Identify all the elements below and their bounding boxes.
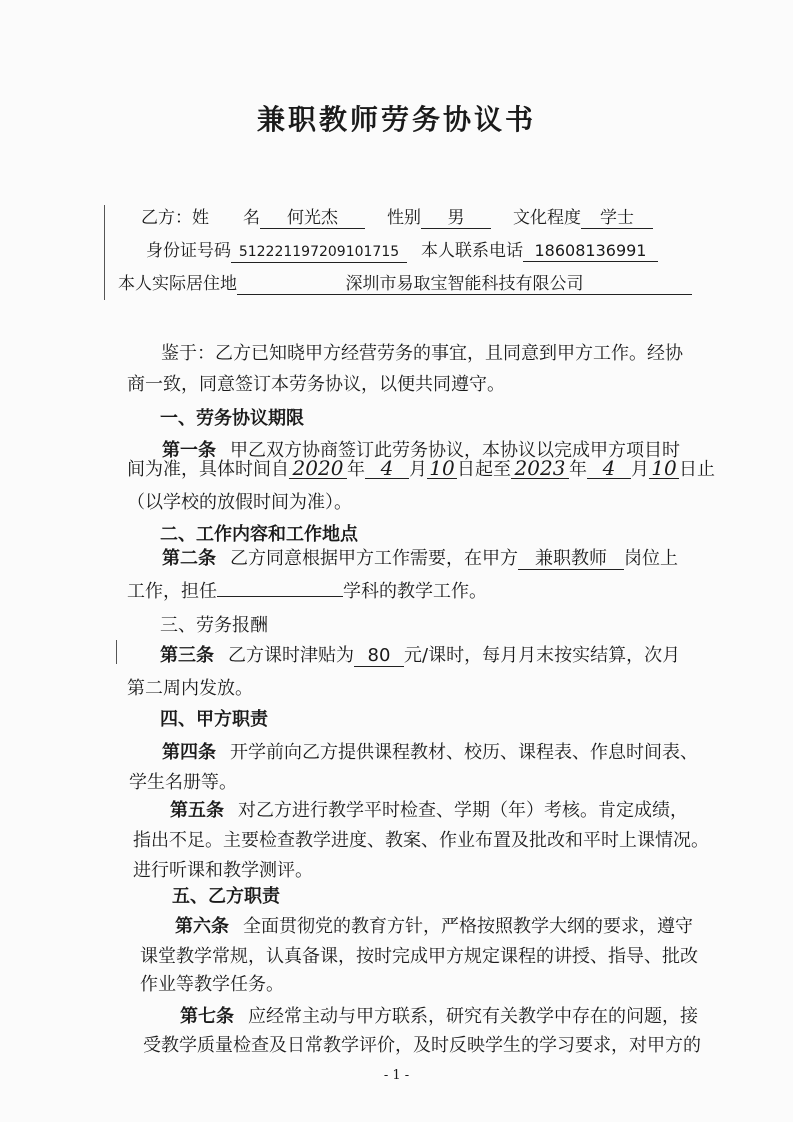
article-6-line-1 xyxy=(175,912,693,938)
article-4-line-1 xyxy=(162,738,698,764)
preamble-line-2: 商一致，同意签订本劳务协议，以便共同遵守。 xyxy=(127,374,505,395)
year-char-1: 年 xyxy=(347,459,365,480)
phone-value: 18608136991 xyxy=(523,241,658,262)
address-label: 本人实际居住地 xyxy=(118,274,237,294)
name-value: 何光杰 xyxy=(260,208,365,229)
preamble-line-1: 鉴于：乙方已知晓甲方经营劳务的事宜，且同意到甲方工作。经协 xyxy=(161,343,683,364)
id-label: 身份证号码 xyxy=(146,241,231,261)
article-1-line-2 xyxy=(127,455,715,481)
year-char-2: 年 xyxy=(569,459,587,480)
document-title: 兼职教师劳务协议书 xyxy=(256,103,536,136)
article-6-label: 第六条 xyxy=(175,916,229,937)
article-2-text-2: 工作，担任 xyxy=(127,581,217,602)
article-5-line-3: 进行听课和教学测评。 xyxy=(133,860,313,881)
article-3-line-1 xyxy=(160,641,680,667)
start-day: 10 xyxy=(427,458,457,479)
end-year: 2023 xyxy=(511,458,569,479)
party-b-id-row xyxy=(146,236,658,263)
article-3-text-1-end: 元/课时，每月月末按实结算，次月 xyxy=(404,645,681,666)
article-4-line-2: 学生名册等。 xyxy=(129,772,237,793)
article-2-line-1 xyxy=(162,544,678,570)
party-b-name-row xyxy=(141,203,653,229)
margin-mark-top xyxy=(104,205,105,300)
day-to-char: 日止 xyxy=(679,459,715,480)
start-year: 2020 xyxy=(289,458,347,479)
education-value: 学士 xyxy=(581,208,653,229)
article-6-text-1: 全面贯彻党的教育方针，严格按照教学大纲的要求，遵守 xyxy=(243,916,693,937)
article-4-label: 第四条 xyxy=(162,742,216,763)
subject-value xyxy=(217,596,343,597)
article-3-text-1: 乙方课时津贴为 xyxy=(228,645,354,666)
article-4-text-1: 开学前向乙方提供课程教材、校历、课程表、作息时间表、 xyxy=(230,742,698,763)
id-value: 512221197209101715 xyxy=(231,242,407,263)
article-7-line-2: 受教学质量检查及日常教学评价，及时反映学生的学习要求，对甲方的 xyxy=(143,1035,701,1056)
article-7-text-1: 应经常主动与甲方联系，研究有关教学中存在的问题，接 xyxy=(248,1006,698,1027)
gender-value: 男 xyxy=(421,208,491,229)
start-month: 4 xyxy=(365,458,409,479)
section-4-heading: 四、甲方职责 xyxy=(160,709,268,730)
party-b-address-row xyxy=(118,269,692,295)
position-value: 兼职教师 xyxy=(518,549,624,570)
margin-mark-mid xyxy=(116,640,117,664)
article-2-text-1-end: 岗位上 xyxy=(624,548,678,569)
address-value: 深圳市易取宝智能科技有限公司 xyxy=(237,274,692,295)
page-number: - 1 - xyxy=(383,1068,410,1083)
article-2-text-1: 乙方同意根据甲方工作需要，在甲方 xyxy=(230,548,518,569)
amount-value: 80 xyxy=(354,646,404,667)
article-1-label: 第一条 xyxy=(162,440,216,461)
article-3-line-2: 第二周内发放。 xyxy=(127,678,253,699)
month-char-1: 月 xyxy=(409,459,427,480)
end-month: 4 xyxy=(587,458,631,479)
article-5-text-1: 对乙方进行教学平时检查、学期（年）考核。肯定成绩， xyxy=(238,800,688,821)
education-label: 文化程度 xyxy=(513,208,581,228)
section-3-heading: 三、劳务报酬 xyxy=(160,615,268,636)
article-6-line-3: 作业等教学任务。 xyxy=(140,974,284,995)
article-7-label: 第七条 xyxy=(180,1006,234,1027)
article-1-line-3: （以学校的放假时间为准）。 xyxy=(127,492,352,513)
article-7-line-1 xyxy=(180,1002,698,1028)
phone-label: 本人联系电话 xyxy=(421,241,523,261)
end-day: 10 xyxy=(649,458,679,479)
section-1-heading: 一、劳务协议期限 xyxy=(160,408,304,429)
article-3-label: 第三条 xyxy=(160,645,214,666)
section-5-heading: 五、乙方职责 xyxy=(172,886,280,907)
article-2-line-2 xyxy=(127,577,487,603)
article-1-text-2: 间为准，具体时间自 xyxy=(127,459,289,480)
article-5-line-2: 指出不足。主要检查教学进度、教案、作业布置及批改和平时上课情况。 xyxy=(133,830,709,851)
gender-label: 性别 xyxy=(387,208,421,228)
section-2-heading: 二、工作内容和工作地点 xyxy=(160,524,358,545)
day-from-char: 日起至 xyxy=(457,459,511,480)
article-5-line-1 xyxy=(170,796,688,822)
article-6-line-2: 课堂教学常规，认真备课，按时完成甲方规定课程的讲授、指导、批改 xyxy=(140,946,698,967)
article-5-label: 第五条 xyxy=(170,800,224,821)
article-1-text-1: 甲乙双方协商签订此劳务协议，本协议以完成甲方项目时 xyxy=(230,440,680,461)
article-2-label: 第二条 xyxy=(162,548,216,569)
month-char-2: 月 xyxy=(631,459,649,480)
article-2-text-2-end: 学科的教学工作。 xyxy=(343,581,487,602)
name-label: 乙方：姓 名 xyxy=(141,208,260,228)
